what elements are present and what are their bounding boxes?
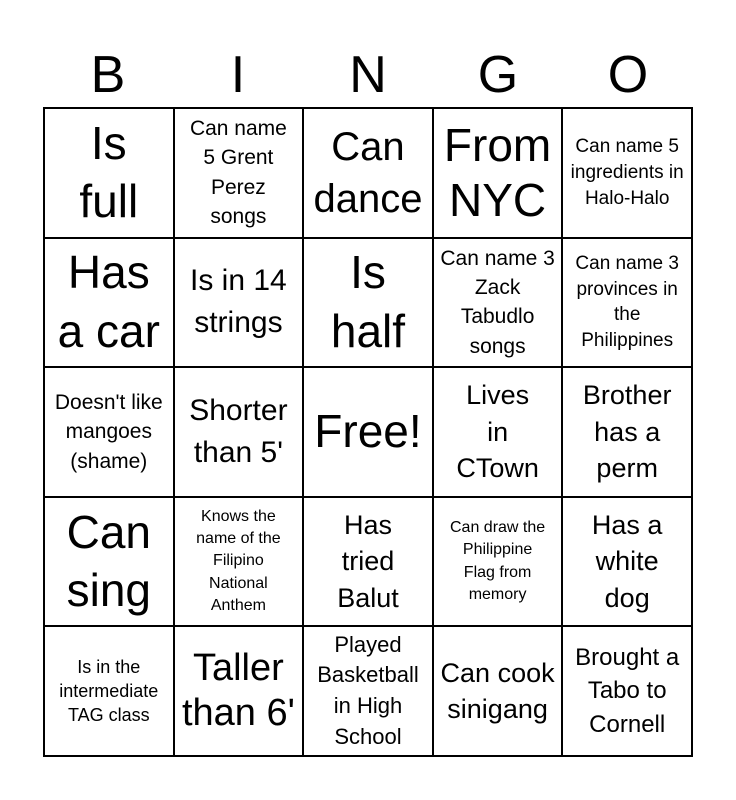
cell-text: Knows the name of the Filipino National Anthem bbox=[196, 507, 281, 615]
bingo-cell[interactable] bbox=[303, 626, 433, 756]
bingo-cell[interactable] bbox=[562, 367, 692, 497]
cell-text: Can dance bbox=[313, 124, 423, 221]
cell-text: Brother has a perm bbox=[582, 380, 672, 484]
cell-text: Is half bbox=[330, 245, 406, 358]
bingo-cell[interactable] bbox=[562, 497, 692, 627]
bingo-cell[interactable] bbox=[44, 626, 174, 756]
bingo-cell[interactable] bbox=[303, 108, 433, 238]
bingo-cell[interactable] bbox=[433, 367, 563, 497]
bingo-cell[interactable] bbox=[174, 108, 304, 238]
cell-text: Is in 14 strings bbox=[190, 264, 287, 340]
bingo-cell[interactable] bbox=[562, 238, 692, 368]
cell-text: Played Basketball in High School bbox=[317, 631, 419, 749]
bingo-cell[interactable] bbox=[174, 626, 304, 756]
bingo-cell[interactable] bbox=[562, 626, 692, 756]
bingo-cell[interactable] bbox=[174, 238, 304, 368]
bingo-cell[interactable] bbox=[44, 108, 174, 238]
free-space-text: Free! bbox=[314, 405, 422, 458]
bingo-cell[interactable] bbox=[433, 497, 563, 627]
cell-text: Lives in CTown bbox=[456, 380, 539, 484]
cell-text: Can sing bbox=[66, 506, 151, 616]
cell-text: Can cook sinigang bbox=[440, 657, 555, 725]
header-letter-i: I bbox=[230, 46, 246, 104]
bingo-cell[interactable] bbox=[433, 626, 563, 756]
bingo-cell[interactable] bbox=[303, 497, 433, 627]
cell-text: Can name 5 Grent Perez songs bbox=[189, 117, 287, 229]
cell-text: Brought a Tabo to Cornell bbox=[575, 643, 680, 738]
cell-text: From NYC bbox=[443, 118, 552, 226]
bingo-cell[interactable] bbox=[44, 238, 174, 368]
bingo-cell[interactable] bbox=[562, 108, 692, 238]
header-letter-o: O bbox=[607, 46, 649, 104]
header-letter-g: G bbox=[477, 46, 519, 104]
cell-text: Is full bbox=[79, 117, 139, 227]
bingo-cell[interactable] bbox=[44, 497, 174, 627]
bingo-header bbox=[43, 44, 693, 106]
bingo-cell[interactable] bbox=[303, 238, 433, 368]
cell-text: Has a white dog bbox=[591, 509, 663, 613]
bingo-cell[interactable] bbox=[433, 108, 563, 238]
cell-text: Can name 3 Zack Tabudlo songs bbox=[440, 246, 555, 358]
cell-text: Can name 3 provinces in the Philippines bbox=[575, 253, 679, 352]
cell-text: Shorter than 5' bbox=[189, 393, 288, 469]
header-letter-n: N bbox=[349, 46, 387, 104]
bingo-cell[interactable] bbox=[44, 367, 174, 497]
cell-text: Can name 5 ingredients in Halo-Halo bbox=[570, 136, 684, 209]
cell-text: Has tried Balut bbox=[337, 509, 399, 613]
cell-text: Can draw the Philippine Flag from memory bbox=[450, 518, 546, 603]
bingo-cell[interactable] bbox=[174, 367, 304, 497]
cell-text: Has a car bbox=[57, 245, 160, 358]
free-space-cell[interactable] bbox=[303, 367, 433, 497]
cell-text: Doesn't like mangoes (shame) bbox=[54, 390, 163, 473]
bingo-cell[interactable] bbox=[433, 238, 563, 368]
header-letter-b: B bbox=[90, 46, 126, 104]
bingo-board bbox=[43, 107, 693, 757]
bingo-cell[interactable] bbox=[174, 497, 304, 627]
cell-text: Taller than 6' bbox=[181, 646, 295, 735]
cell-text: Is in the intermediate TAG class bbox=[59, 656, 159, 726]
